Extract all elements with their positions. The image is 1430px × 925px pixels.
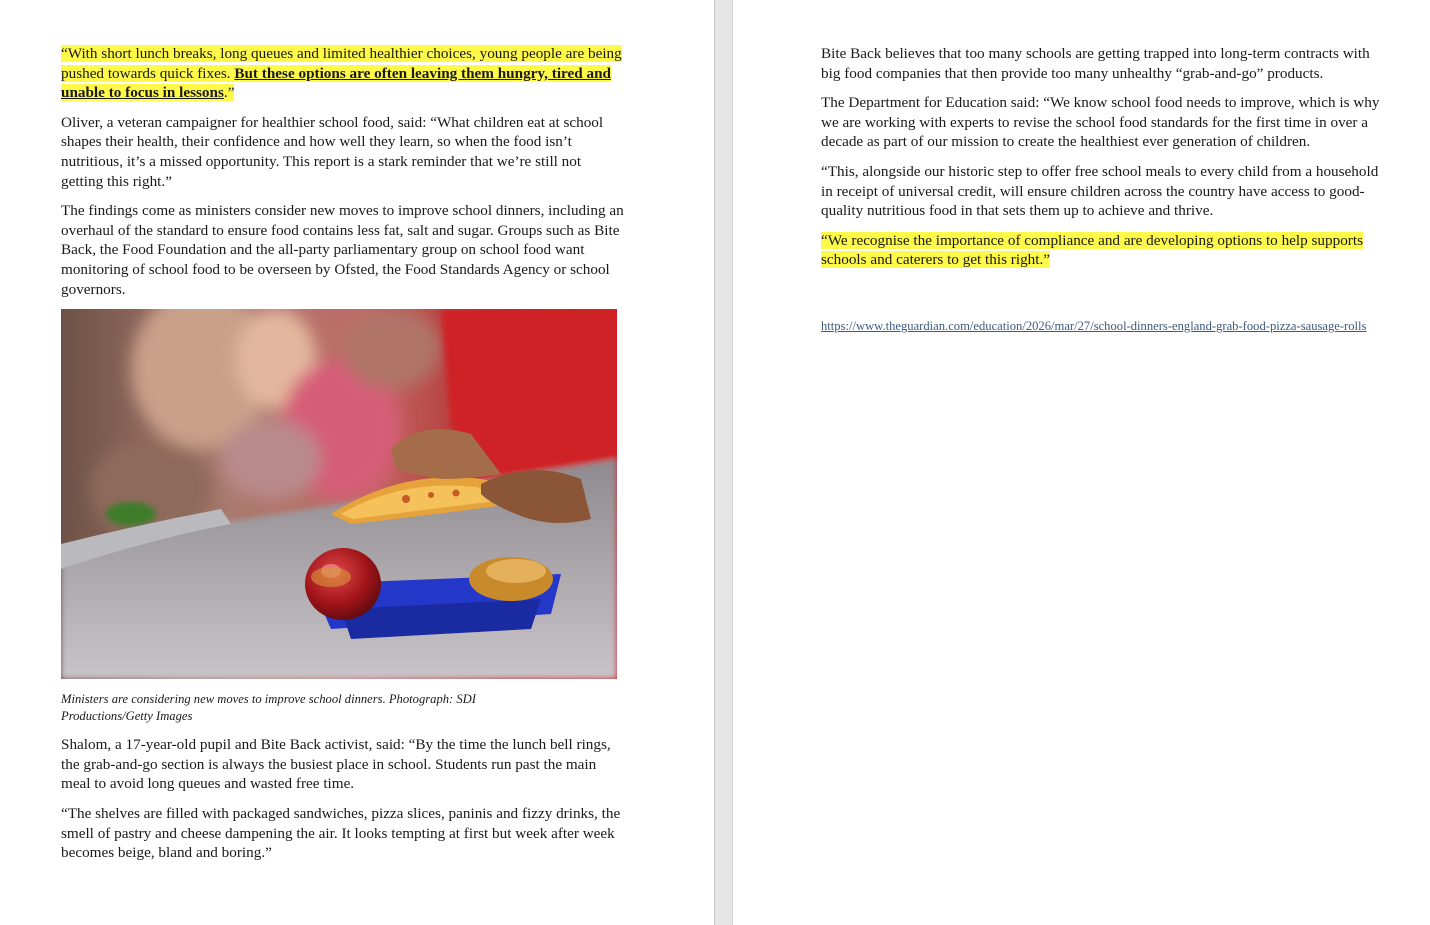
paragraph-shelves: “The shelves are filled with packaged sandwiches, pizza slices, paninis and fizzy drinks, the smell of pastry and cheese dampening the air. It looks tempting at first but week after week becomes beige, bland and boring.”	[61, 804, 621, 862]
highlighted-quote-paragraph	[61, 44, 627, 103]
paragraph-oliver: Oliver, a veteran campaigner for healthier school food, said: “What children eat at school shapes their health, their confidence and how well they learn, so when the food isn’t nutritious, it’s a missed opportunity. This report is a stark reminder that we’re still not getting this right.”	[61, 113, 604, 190]
paragraph-findings: The findings come as ministers consider new moves to improve school dinners, including an overhaul of the standard to ensure food contains less fat, salt and sugar. Groups such as Bite Back, the Food Foundation and the all-party parliamentary group on school food want monitoring of school food to be overseen by Ofsted, the Food Standards Agency or school governors.	[61, 202, 624, 298]
document-page-right	[733, 0, 1430, 925]
highlighted-quote-start: “With short lunch breaks, long queues and limited healthier choices, young people are being pushed towards quick fixes.	[61, 45, 622, 82]
left-column	[61, 44, 627, 873]
school-lunch-photo	[61, 309, 617, 679]
school-lunch-illustration	[61, 309, 617, 679]
paragraph-dfe: The Department for Education said: “We know school food needs to improve, which is why we are working with experts to revise the school food standards for the first time in over a decade as part of our mission to create the healthiest ever generation of children.	[821, 94, 1380, 151]
page-gutter	[714, 0, 733, 925]
paragraph-alongside: “This, alongside our historic step to offer free school meals to every child from a household in receipt of universal credit, will ensure children across the country have access to good-quality nutritious food in that sets them up to achieve and thrive.	[821, 162, 1379, 220]
highlighted-compliance-paragraph	[821, 231, 1391, 270]
source-link[interactable]: https://www.theguardian.com/education/2026/mar/27/school-dinners-england-grab-food-pizza-sausage-rolls	[821, 318, 1367, 333]
highlighted-quote-end: .”	[223, 84, 235, 102]
right-column	[821, 44, 1391, 335]
paragraph-shalom: Shalom, a 17-year-old pupil and Bite Back activist, said: “By the time the lunch bell rings, the grab-and-go section is always the busiest place in school. Students run past the main meal to avoid long queues and wasted free time.	[61, 736, 611, 793]
photo-caption: Ministers are considering new moves to improve school dinners. Photograph: SDI Productions/Getty Images	[61, 692, 476, 724]
highlighted-quote-emphasis: But these options are often leaving them hungry, tired and unable to focus in lessons	[61, 64, 611, 102]
paragraph-biteback: Bite Back believes that too many schools are getting trapped into long-term contracts with big food companies that then provide too many unhealthy “grab-and-go” products.	[821, 45, 1370, 82]
document-page-left	[0, 0, 714, 925]
highlighted-compliance-text: “We recognise the importance of compliance and are developing options to help supports schools and caterers to get this right.”	[821, 231, 1363, 269]
